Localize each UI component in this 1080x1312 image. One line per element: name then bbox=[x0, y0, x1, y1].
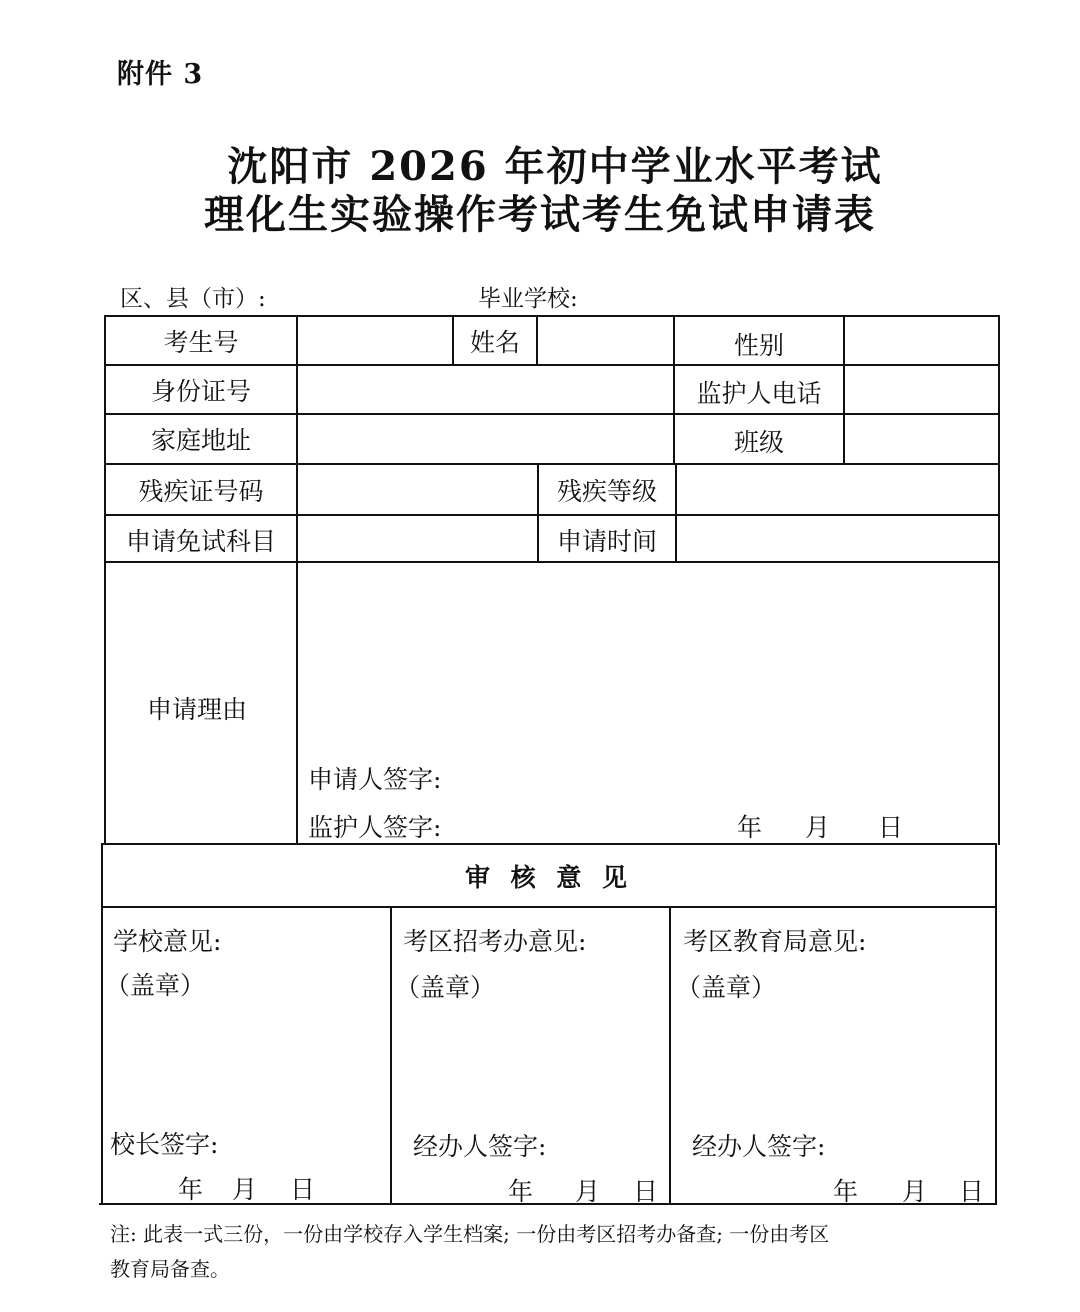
date-month: 月 bbox=[575, 1177, 601, 1206]
form-title-line2: 理化生实验操作考试考生免试申请表 bbox=[204, 191, 876, 238]
date-day: 日 bbox=[878, 813, 904, 842]
label-exempt-subject: 申请免试科目 bbox=[125, 526, 276, 556]
label-district-office-opinion: 考区招考办意见: bbox=[403, 927, 587, 956]
label-guardian-phone: 监护人电话 bbox=[696, 378, 822, 408]
table-line bbox=[995, 843, 997, 1205]
table-line bbox=[390, 906, 392, 1204]
label-seal: （盖章） bbox=[105, 971, 206, 1000]
label-guardian-sign: 监护人签字: bbox=[308, 813, 442, 842]
label-gender: 性别 bbox=[733, 330, 784, 360]
label-name: 姓名 bbox=[469, 327, 520, 357]
table-line bbox=[998, 315, 1000, 845]
label-seal: （盖章） bbox=[676, 973, 777, 1002]
label-school-opinion: 学校意见: bbox=[113, 927, 222, 956]
table-line bbox=[101, 906, 997, 908]
label-handler-sign: 经办人签字: bbox=[413, 1132, 547, 1161]
date-month: 月 bbox=[805, 813, 831, 842]
footer-note-line2: 教育局备查。 bbox=[110, 1257, 230, 1281]
table-line bbox=[536, 315, 538, 364]
table-line bbox=[669, 906, 671, 1204]
date-month: 月 bbox=[232, 1175, 258, 1204]
label-class: 班级 bbox=[733, 428, 784, 457]
table-line bbox=[843, 315, 845, 463]
label-seal: （盖章） bbox=[395, 973, 496, 1002]
date-year: 年 bbox=[178, 1175, 204, 1204]
date-year: 年 bbox=[737, 813, 763, 842]
date-month: 月 bbox=[902, 1177, 928, 1206]
label-applicant-sign: 申请人签字: bbox=[308, 765, 442, 794]
attachment-label: 附件 3 bbox=[117, 59, 204, 90]
table-line bbox=[296, 315, 298, 845]
school-label: 毕业学校: bbox=[478, 286, 578, 312]
label-disability-level: 残疾等级 bbox=[556, 477, 657, 506]
form-title-line1: 沈阳市 2026 年初中学业水平考试 bbox=[227, 143, 883, 190]
date-year: 年 bbox=[833, 1177, 859, 1206]
table-line bbox=[675, 463, 677, 561]
date-day: 日 bbox=[633, 1177, 659, 1206]
label-reason: 申请理由 bbox=[147, 695, 248, 724]
review-title: 审 核 意 见 bbox=[464, 862, 634, 892]
label-exam-no: 考生号 bbox=[163, 327, 239, 357]
label-apply-time: 申请时间 bbox=[556, 526, 657, 556]
label-disability-cert: 残疾证号码 bbox=[138, 477, 264, 506]
label-handler-sign: 经办人签字: bbox=[692, 1132, 826, 1161]
date-year: 年 bbox=[508, 1177, 534, 1206]
date-day: 日 bbox=[290, 1175, 316, 1204]
table-line bbox=[105, 463, 1000, 465]
label-id-no: 身份证号 bbox=[150, 376, 251, 406]
label-district-bureau-opinion: 考区教育局意见: bbox=[683, 927, 867, 956]
district-label: 区、县（市）: bbox=[120, 286, 266, 312]
label-principal-sign: 校长签字: bbox=[110, 1130, 219, 1159]
label-address: 家庭地址 bbox=[150, 426, 251, 455]
footer-note-line1: 注: 此表一式三份，一份由学校存入学生档案; 一份由考区招考办备查; 一份由考区 bbox=[110, 1222, 830, 1246]
date-day: 日 bbox=[959, 1177, 985, 1206]
